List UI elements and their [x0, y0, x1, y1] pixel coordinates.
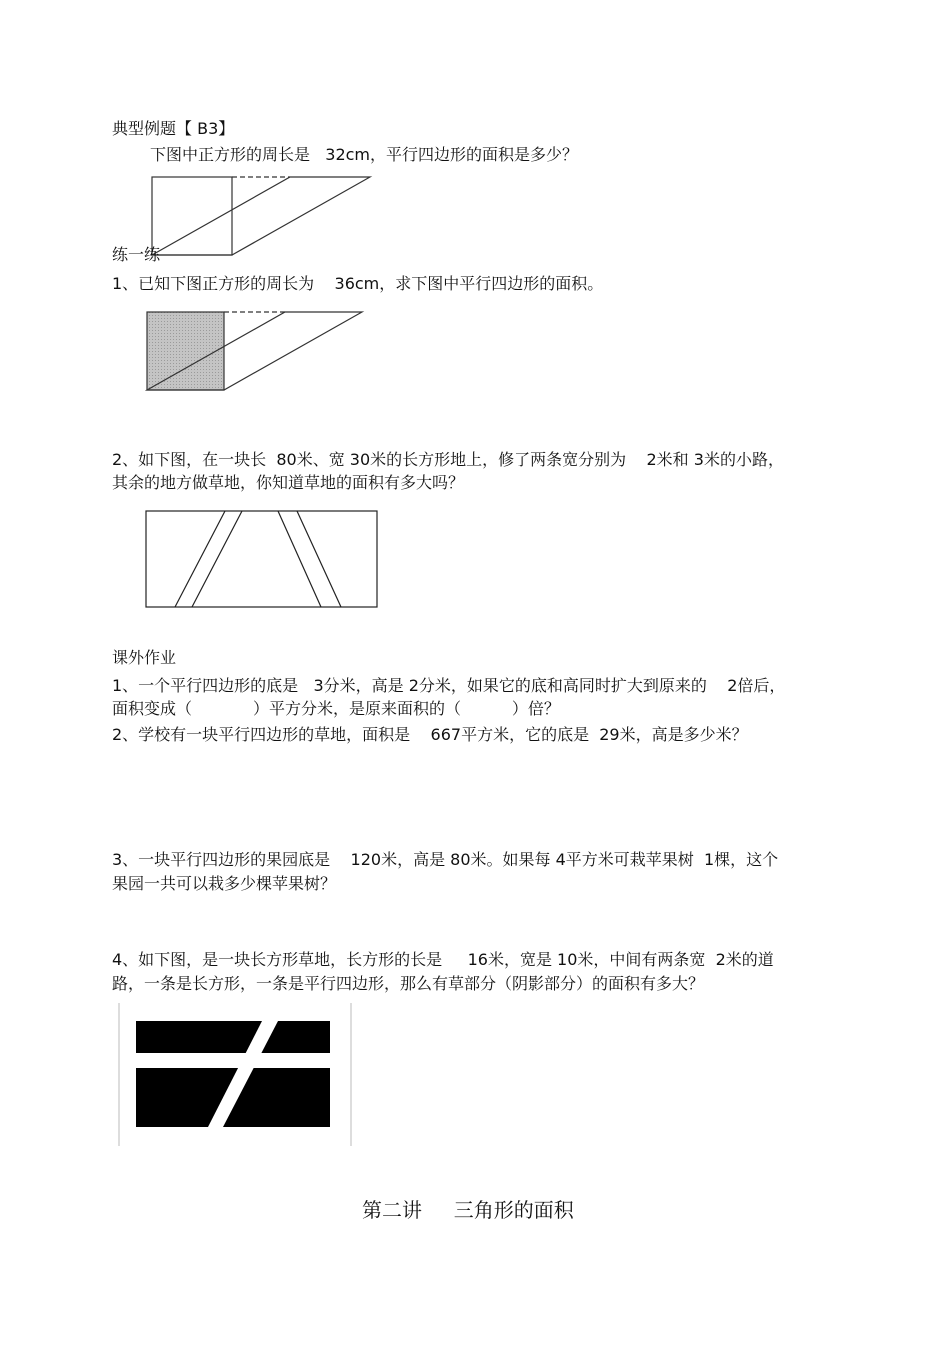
practice1-figure	[145, 308, 367, 394]
practice-question-1: 1、已知下图正方形的周长为 36cm，求下图中平行四边形的面积。	[112, 274, 604, 293]
example-question: 下图中正方形的周长是 32cm，平行四边形的面积是多少？	[150, 145, 579, 164]
parallelogram	[152, 177, 370, 255]
homework-question-3-line-2: 果园一共可以栽多少棵苹果树？	[112, 874, 337, 893]
field-rectangle	[146, 511, 377, 607]
road2-edge-left	[278, 511, 321, 607]
homework-question-3-line-1: 3、一块平行四边形的果园底是 120米，高是 80米。如果每 4平方米可栽苹果树 1棵，这个	[112, 850, 779, 869]
homework-question-4-line-1: 4、如下图，是一块长方形草地，长方形的长是 16米，宽是 10米，中间有两条宽 2米的道	[112, 950, 774, 969]
rectangle-road	[136, 1053, 330, 1068]
homework-question-4-line-2: 路，一条是长方形，一条是平行四边形，那么有草部分（阴影部分）的面积有多大？	[112, 974, 705, 993]
practice-question-2-line-1: 2、如下图，在一块长 80米、宽 30米的长方形地上，修了两条宽分别为 2米和 3米的小路，	[112, 450, 784, 469]
road2-edge-right	[297, 511, 341, 607]
practice-question-2-line-2: 其余的地方做草地，你知道草地的面积有多大吗？	[112, 473, 465, 492]
homework-question-1-line-1: 1、一个平行四边形的底是 3分米，高是 2分米，如果它的底和高同时扩大到原来的 2倍后，	[112, 676, 786, 695]
homework-heading: 课外作业	[112, 648, 177, 667]
lawn-rectangle	[136, 1021, 330, 1127]
example-heading: 典型例题【 B3】	[112, 119, 235, 138]
homework4-lawn-figure	[118, 1003, 354, 1148]
practice-heading: 练一练	[112, 245, 161, 264]
homework-question-1-line-2: 面积变成（ ）平方分米，是原来面积的（ ）倍？	[112, 699, 560, 718]
practice2-field-figure	[145, 510, 380, 610]
lecture-2-title: 第二讲 三角形的面积	[362, 1198, 574, 1222]
shaded-square	[147, 312, 224, 390]
example-square-parallelogram-figure	[150, 170, 375, 260]
homework-question-2: 2、学校有一块平行四边形的草地，面积是 667平方米，它的底是 29米，高是多少米？	[112, 725, 748, 744]
